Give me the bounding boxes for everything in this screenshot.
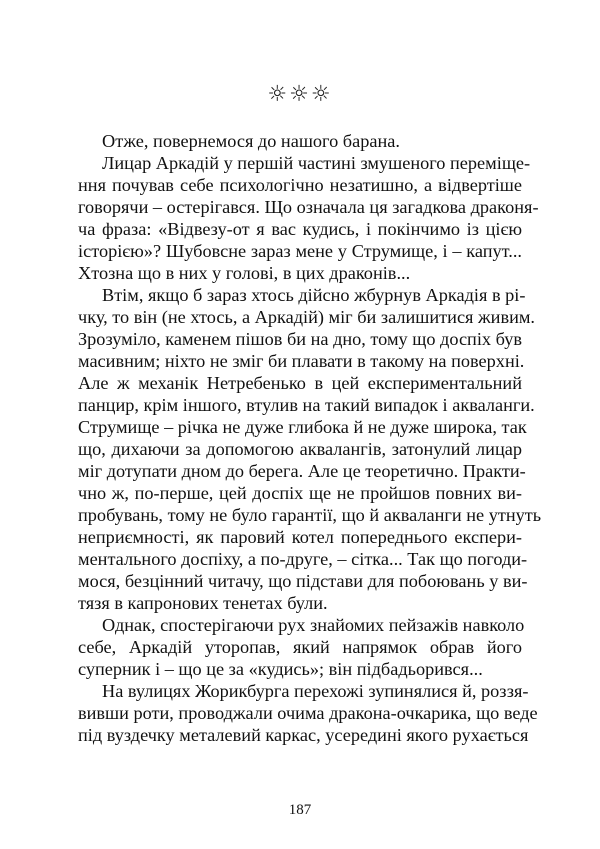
text-line: ча фраза: «Відвезу-от я вас кудись, і покінчимо із цією	[78, 219, 522, 239]
text-line: під вуздечку металевий каркас, усередині якого рухається	[78, 725, 529, 745]
text-line: чку, то він (не хтось, а Аркадій) міг би залишитися живим.	[78, 307, 536, 327]
text-line: ментального доспіху, а по-друге, – сітка... Так що погоди-	[78, 549, 528, 569]
text-line: суперник і – що це за «кудись»; він підбадьорився...	[78, 659, 483, 679]
section-ornament: ☼☼☼	[267, 82, 333, 107]
text-line: пробувань, тому не було гарантії, що й акваланги не утнуть	[78, 505, 542, 525]
text-line: ння почував себе психологічно незатишно, а відвертіше	[78, 175, 522, 195]
text-line: Зрозуміло, каменем пішов би на дно, тому що доспіх був	[78, 329, 523, 349]
text-line: Але ж механік Нетребенько в цей експериментальний	[78, 373, 522, 393]
text-line: Струмище – річка не дуже глибока й не дуже широка, так	[78, 417, 527, 437]
text-line: себе, Аркадій уторопав, який напрямок обрав його	[78, 637, 522, 657]
text-line: що, дихаючи за допомогою аквалангів, затонулий лицар	[78, 439, 522, 459]
text-line: Хтозна що в них у голові, в цих драконів...	[78, 263, 411, 283]
text-line: Лицар Аркадій у першій частині змушеного переміще-	[102, 153, 531, 173]
paragraph	[78, 130, 522, 152]
page-number: 187	[288, 802, 312, 818]
text-line: говорячи – остерігався. Що означала ця загадкова драконя-	[78, 197, 539, 217]
body-text	[78, 130, 542, 746]
paragraph	[78, 152, 539, 284]
paragraph	[78, 284, 542, 614]
text-line: історією»? Шубовсне зараз мене у Струмище, і – капут...	[78, 241, 522, 261]
text-line: панцир, крім іншого, втулив на такий випадок і акваланги.	[78, 395, 535, 415]
text-line: міг дотупати дном до берега. Але це теоретично. Практи-	[78, 461, 526, 481]
text-line: масивним; ніхто не зміг би плавати в такому на поверхні.	[78, 351, 525, 371]
text-line: На вулицях Жорикбурга перехожі зупинялися й, роззя-	[102, 681, 529, 701]
paragraph	[78, 614, 525, 680]
text-line: чно ж, по-перше, цей доспіх ще не пройшов повних ви-	[78, 483, 522, 503]
text-line: Втім, якщо б зараз хтось дійсно жбурнув Аркадія в рі-	[102, 285, 526, 305]
text-line: Отже, повернемося до нашого барана.	[102, 131, 400, 151]
text-line: тязя в капронових тенетах були.	[78, 593, 328, 613]
text-line: мося, безцінний читачу, що підстави для побоювань у ви-	[78, 571, 528, 591]
paragraph	[78, 680, 538, 746]
text-line: неприємності, як паровий котел попереднього експери-	[78, 527, 522, 547]
text-line: вивши роти, проводжали очима дракона-очкарика, що веде	[78, 703, 538, 723]
text-line: Однак, спостерігаючи рух знайомих пейзажів навколо	[102, 615, 525, 635]
